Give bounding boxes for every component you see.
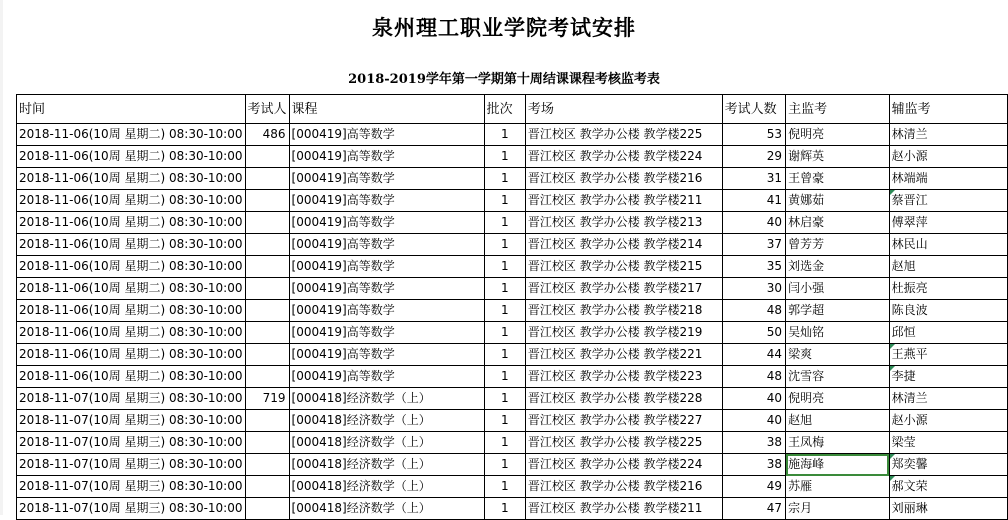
column-header-count[interactable]: 考试人数 bbox=[722, 95, 786, 124]
time-cell[interactable]: 2018-11-06(10周 星期二) 08:30-10:00 bbox=[17, 190, 246, 212]
total-cell[interactable] bbox=[245, 168, 289, 190]
count-cell[interactable]: 53 bbox=[722, 124, 786, 146]
assist-proctor-cell[interactable]: 傅翠萍 bbox=[889, 212, 1007, 234]
assist-proctor-cell[interactable]: 李捷 bbox=[889, 366, 1007, 388]
batch-cell[interactable]: 1 bbox=[484, 124, 525, 146]
course-cell[interactable]: [000419]高等数学 bbox=[289, 124, 484, 146]
assist-proctor-cell[interactable]: 梁莹 bbox=[889, 432, 1007, 454]
batch-cell[interactable]: 1 bbox=[484, 344, 525, 366]
main-proctor-cell[interactable]: 赵旭 bbox=[786, 410, 890, 432]
course-cell[interactable]: [000419]高等数学 bbox=[289, 146, 484, 168]
time-cell[interactable]: 2018-11-06(10周 星期二) 08:30-10:00 bbox=[17, 344, 246, 366]
time-cell[interactable]: 2018-11-06(10周 星期二) 08:30-10:00 bbox=[17, 124, 246, 146]
batch-cell[interactable]: 1 bbox=[484, 322, 525, 344]
main-proctor-cell[interactable]: 郭学超 bbox=[786, 300, 890, 322]
column-header-main-proctor[interactable]: 主监考 bbox=[786, 95, 890, 124]
total-cell[interactable] bbox=[245, 344, 289, 366]
count-cell[interactable]: 40 bbox=[722, 410, 786, 432]
course-cell[interactable]: [000419]高等数学 bbox=[289, 212, 484, 234]
room-cell[interactable]: 晋江校区 教学办公楼 教学楼227 bbox=[525, 410, 722, 432]
table-row bbox=[17, 366, 1008, 388]
course-cell[interactable]: [000419]高等数学 bbox=[289, 344, 484, 366]
room-cell[interactable]: 晋江校区 教学办公楼 教学楼211 bbox=[525, 190, 722, 212]
time-cell[interactable]: 2018-11-07(10周 星期三) 08:30-10:00 bbox=[17, 454, 246, 476]
table-row bbox=[17, 322, 1008, 344]
room-cell[interactable]: 晋江校区 教学办公楼 教学楼211 bbox=[525, 498, 722, 520]
room-cell[interactable]: 晋江校区 教学办公楼 教学楼224 bbox=[525, 454, 722, 476]
assist-proctor-cell[interactable]: 王燕平 bbox=[889, 344, 1007, 366]
batch-cell[interactable]: 1 bbox=[484, 476, 525, 498]
assist-proctor-cell[interactable]: 杜振亮 bbox=[889, 278, 1007, 300]
total-cell[interactable] bbox=[245, 278, 289, 300]
time-cell[interactable]: 2018-11-06(10周 星期二) 08:30-10:00 bbox=[17, 300, 246, 322]
batch-cell[interactable]: 1 bbox=[484, 454, 525, 476]
time-cell[interactable]: 2018-11-07(10周 星期三) 08:30-10:00 bbox=[17, 476, 246, 498]
table-row bbox=[17, 454, 1008, 476]
total-cell[interactable]: 486 bbox=[245, 124, 289, 146]
room-cell[interactable]: 晋江校区 教学办公楼 教学楼225 bbox=[525, 124, 722, 146]
table-row bbox=[17, 234, 1008, 256]
count-cell[interactable]: 40 bbox=[722, 212, 786, 234]
course-cell[interactable]: [000418]经济数学（上） bbox=[289, 410, 484, 432]
room-cell[interactable]: 晋江校区 教学办公楼 教学楼214 bbox=[525, 234, 722, 256]
room-cell[interactable]: 晋江校区 教学办公楼 教学楼217 bbox=[525, 278, 722, 300]
batch-cell[interactable]: 1 bbox=[484, 256, 525, 278]
table-row bbox=[17, 344, 1008, 366]
course-cell[interactable]: [000419]高等数学 bbox=[289, 366, 484, 388]
count-cell[interactable]: 38 bbox=[722, 432, 786, 454]
assist-proctor-cell[interactable]: 林民山 bbox=[889, 234, 1007, 256]
count-cell[interactable]: 47 bbox=[722, 498, 786, 520]
column-header-room[interactable]: 考场 bbox=[525, 95, 722, 124]
total-cell[interactable] bbox=[245, 476, 289, 498]
time-cell[interactable]: 2018-11-06(10周 星期二) 08:30-10:00 bbox=[17, 234, 246, 256]
assist-proctor-cell[interactable]: 赵小源 bbox=[889, 146, 1007, 168]
count-cell[interactable]: 40 bbox=[722, 388, 786, 410]
count-cell[interactable]: 38 bbox=[722, 454, 786, 476]
column-header-batch[interactable]: 批次 bbox=[484, 95, 525, 124]
assist-proctor-cell[interactable]: 陈良波 bbox=[889, 300, 1007, 322]
assist-proctor-cell[interactable]: 郝文荣 bbox=[889, 476, 1007, 498]
time-cell[interactable]: 2018-11-06(10周 星期二) 08:30-10:00 bbox=[17, 168, 246, 190]
count-cell[interactable]: 50 bbox=[722, 322, 786, 344]
table-row bbox=[17, 212, 1008, 234]
column-header-assist-proctor[interactable]: 辅监考 bbox=[889, 95, 1007, 124]
total-cell[interactable] bbox=[245, 498, 289, 520]
main-proctor-cell[interactable]: 倪明亮 bbox=[786, 124, 890, 146]
count-cell[interactable]: 37 bbox=[722, 234, 786, 256]
course-cell[interactable]: [000419]高等数学 bbox=[289, 278, 484, 300]
page-title: 泉州理工职业学院考试安排 bbox=[372, 15, 636, 40]
time-cell[interactable]: 2018-11-06(10周 星期二) 08:30-10:00 bbox=[17, 212, 246, 234]
batch-cell[interactable]: 1 bbox=[484, 212, 525, 234]
assist-proctor-cell[interactable]: 蔡晋江 bbox=[889, 190, 1007, 212]
time-cell[interactable]: 2018-11-07(10周 星期三) 08:30-10:00 bbox=[17, 388, 246, 410]
total-cell[interactable] bbox=[245, 366, 289, 388]
table-row bbox=[17, 476, 1008, 498]
main-proctor-cell[interactable]: 刘选金 bbox=[786, 256, 890, 278]
room-cell[interactable]: 晋江校区 教学办公楼 教学楼216 bbox=[525, 476, 722, 498]
course-cell[interactable]: [000419]高等数学 bbox=[289, 322, 484, 344]
course-cell[interactable]: [000419]高等数学 bbox=[289, 168, 484, 190]
main-proctor-cell[interactable]: 梁爽 bbox=[786, 344, 890, 366]
main-proctor-cell[interactable]: 王曾豪 bbox=[786, 168, 890, 190]
course-cell[interactable]: [000419]高等数学 bbox=[289, 300, 484, 322]
room-cell[interactable]: 晋江校区 教学办公楼 教学楼224 bbox=[525, 146, 722, 168]
main-proctor-cell[interactable]: 谢辉英 bbox=[786, 146, 890, 168]
main-proctor-cell[interactable]: 施海峰 bbox=[786, 454, 890, 476]
total-cell[interactable] bbox=[245, 300, 289, 322]
total-cell[interactable] bbox=[245, 234, 289, 256]
table-row bbox=[17, 432, 1008, 454]
count-cell[interactable]: 31 bbox=[722, 168, 786, 190]
room-cell[interactable]: 晋江校区 教学办公楼 教学楼218 bbox=[525, 300, 722, 322]
total-cell[interactable] bbox=[245, 432, 289, 454]
count-cell[interactable]: 35 bbox=[722, 256, 786, 278]
time-cell[interactable]: 2018-11-06(10周 星期二) 08:30-10:00 bbox=[17, 256, 246, 278]
room-cell[interactable]: 晋江校区 教学办公楼 教学楼216 bbox=[525, 168, 722, 190]
batch-cell[interactable]: 1 bbox=[484, 146, 525, 168]
main-proctor-cell[interactable]: 曾芳芳 bbox=[786, 234, 890, 256]
batch-cell[interactable]: 1 bbox=[484, 278, 525, 300]
table-row bbox=[17, 498, 1008, 520]
count-cell[interactable]: 48 bbox=[722, 366, 786, 388]
table-row bbox=[17, 388, 1008, 410]
room-cell[interactable]: 晋江校区 教学办公楼 教学楼215 bbox=[525, 256, 722, 278]
count-cell[interactable]: 29 bbox=[722, 146, 786, 168]
time-cell[interactable]: 2018-11-06(10周 星期二) 08:30-10:00 bbox=[17, 322, 246, 344]
batch-cell[interactable]: 1 bbox=[484, 168, 525, 190]
course-cell[interactable]: [000418]经济数学（上） bbox=[289, 454, 484, 476]
assist-proctor-cell[interactable]: 林清兰 bbox=[889, 388, 1007, 410]
main-proctor-cell[interactable]: 苏雁 bbox=[786, 476, 890, 498]
count-cell[interactable]: 44 bbox=[722, 344, 786, 366]
batch-cell[interactable]: 1 bbox=[484, 498, 525, 520]
total-cell[interactable] bbox=[245, 146, 289, 168]
batch-cell[interactable]: 1 bbox=[484, 432, 525, 454]
batch-cell[interactable]: 1 bbox=[484, 388, 525, 410]
table-row bbox=[17, 300, 1008, 322]
room-cell[interactable]: 晋江校区 教学办公楼 教学楼213 bbox=[525, 212, 722, 234]
assist-proctor-cell[interactable]: 刘丽琳 bbox=[889, 498, 1007, 520]
course-cell[interactable]: [000419]高等数学 bbox=[289, 234, 484, 256]
total-cell[interactable] bbox=[245, 190, 289, 212]
batch-cell[interactable]: 1 bbox=[484, 366, 525, 388]
time-cell[interactable]: 2018-11-06(10周 星期二) 08:30-10:00 bbox=[17, 146, 246, 168]
table-subtitle: 2018-2019学年第一学期第十周结课课程考核监考表 bbox=[348, 72, 660, 87]
main-proctor-cell[interactable]: 沈雪容 bbox=[786, 366, 890, 388]
exam-schedule-table bbox=[16, 94, 1008, 520]
total-cell[interactable] bbox=[245, 454, 289, 476]
table-row bbox=[17, 410, 1008, 432]
main-proctor-cell[interactable]: 吴灿铭 bbox=[786, 322, 890, 344]
course-cell[interactable]: [000418]经济数学（上） bbox=[289, 388, 484, 410]
batch-cell[interactable]: 1 bbox=[484, 234, 525, 256]
room-cell[interactable]: 晋江校区 教学办公楼 教学楼221 bbox=[525, 344, 722, 366]
total-cell[interactable] bbox=[245, 322, 289, 344]
course-cell[interactable]: [000418]经济数学（上） bbox=[289, 432, 484, 454]
column-header-course[interactable]: 课程 bbox=[289, 95, 484, 124]
room-cell[interactable]: 晋江校区 教学办公楼 教学楼223 bbox=[525, 366, 722, 388]
main-proctor-cell[interactable]: 黄娜茹 bbox=[786, 190, 890, 212]
count-cell[interactable]: 41 bbox=[722, 190, 786, 212]
assist-proctor-cell[interactable]: 赵小源 bbox=[889, 410, 1007, 432]
time-cell[interactable]: 2018-11-06(10周 星期二) 08:30-10:00 bbox=[17, 278, 246, 300]
room-cell[interactable]: 晋江校区 教学办公楼 教学楼219 bbox=[525, 322, 722, 344]
room-cell[interactable]: 晋江校区 教学办公楼 教学楼225 bbox=[525, 432, 722, 454]
count-cell[interactable]: 30 bbox=[722, 278, 786, 300]
course-cell[interactable]: [000418]经济数学（上） bbox=[289, 498, 484, 520]
main-proctor-cell[interactable]: 倪明亮 bbox=[786, 388, 890, 410]
count-cell[interactable]: 49 bbox=[722, 476, 786, 498]
table-row bbox=[17, 278, 1008, 300]
main-proctor-cell[interactable]: 林启豪 bbox=[786, 212, 890, 234]
course-cell[interactable]: [000419]高等数学 bbox=[289, 190, 484, 212]
total-cell[interactable] bbox=[245, 256, 289, 278]
table-row bbox=[17, 256, 1008, 278]
time-cell[interactable]: 2018-11-06(10周 星期二) 08:30-10:00 bbox=[17, 366, 246, 388]
table-row bbox=[17, 168, 1008, 190]
total-cell[interactable] bbox=[245, 212, 289, 234]
column-header-time[interactable]: 时间 bbox=[17, 95, 246, 124]
header-row bbox=[17, 95, 1008, 124]
count-cell[interactable]: 48 bbox=[722, 300, 786, 322]
batch-cell[interactable]: 1 bbox=[484, 410, 525, 432]
table-row bbox=[17, 124, 1008, 146]
assist-proctor-cell[interactable]: 赵旭 bbox=[889, 256, 1007, 278]
time-cell[interactable]: 2018-11-07(10周 星期三) 08:30-10:00 bbox=[17, 432, 246, 454]
room-cell[interactable]: 晋江校区 教学办公楼 教学楼228 bbox=[525, 388, 722, 410]
main-proctor-cell[interactable]: 王凤梅 bbox=[786, 432, 890, 454]
course-cell[interactable]: [000418]经济数学（上） bbox=[289, 476, 484, 498]
batch-cell[interactable]: 1 bbox=[484, 300, 525, 322]
column-header-total[interactable]: 考试人 bbox=[245, 95, 289, 124]
total-cell[interactable] bbox=[245, 410, 289, 432]
table-row bbox=[17, 190, 1008, 212]
assist-proctor-cell[interactable]: 郑奕馨 bbox=[889, 454, 1007, 476]
batch-cell[interactable]: 1 bbox=[484, 190, 525, 212]
total-cell[interactable]: 719 bbox=[245, 388, 289, 410]
table-row bbox=[17, 146, 1008, 168]
assist-proctor-cell[interactable]: 林端端 bbox=[889, 168, 1007, 190]
time-cell[interactable]: 2018-11-07(10周 星期三) 08:30-10:00 bbox=[17, 498, 246, 520]
time-cell[interactable]: 2018-11-07(10周 星期三) 08:30-10:00 bbox=[17, 410, 246, 432]
main-proctor-cell[interactable]: 宗月 bbox=[786, 498, 890, 520]
assist-proctor-cell[interactable]: 邱恒 bbox=[889, 322, 1007, 344]
main-proctor-cell[interactable]: 闫小强 bbox=[786, 278, 890, 300]
assist-proctor-cell[interactable]: 林清兰 bbox=[889, 124, 1007, 146]
course-cell[interactable]: [000419]高等数学 bbox=[289, 256, 484, 278]
